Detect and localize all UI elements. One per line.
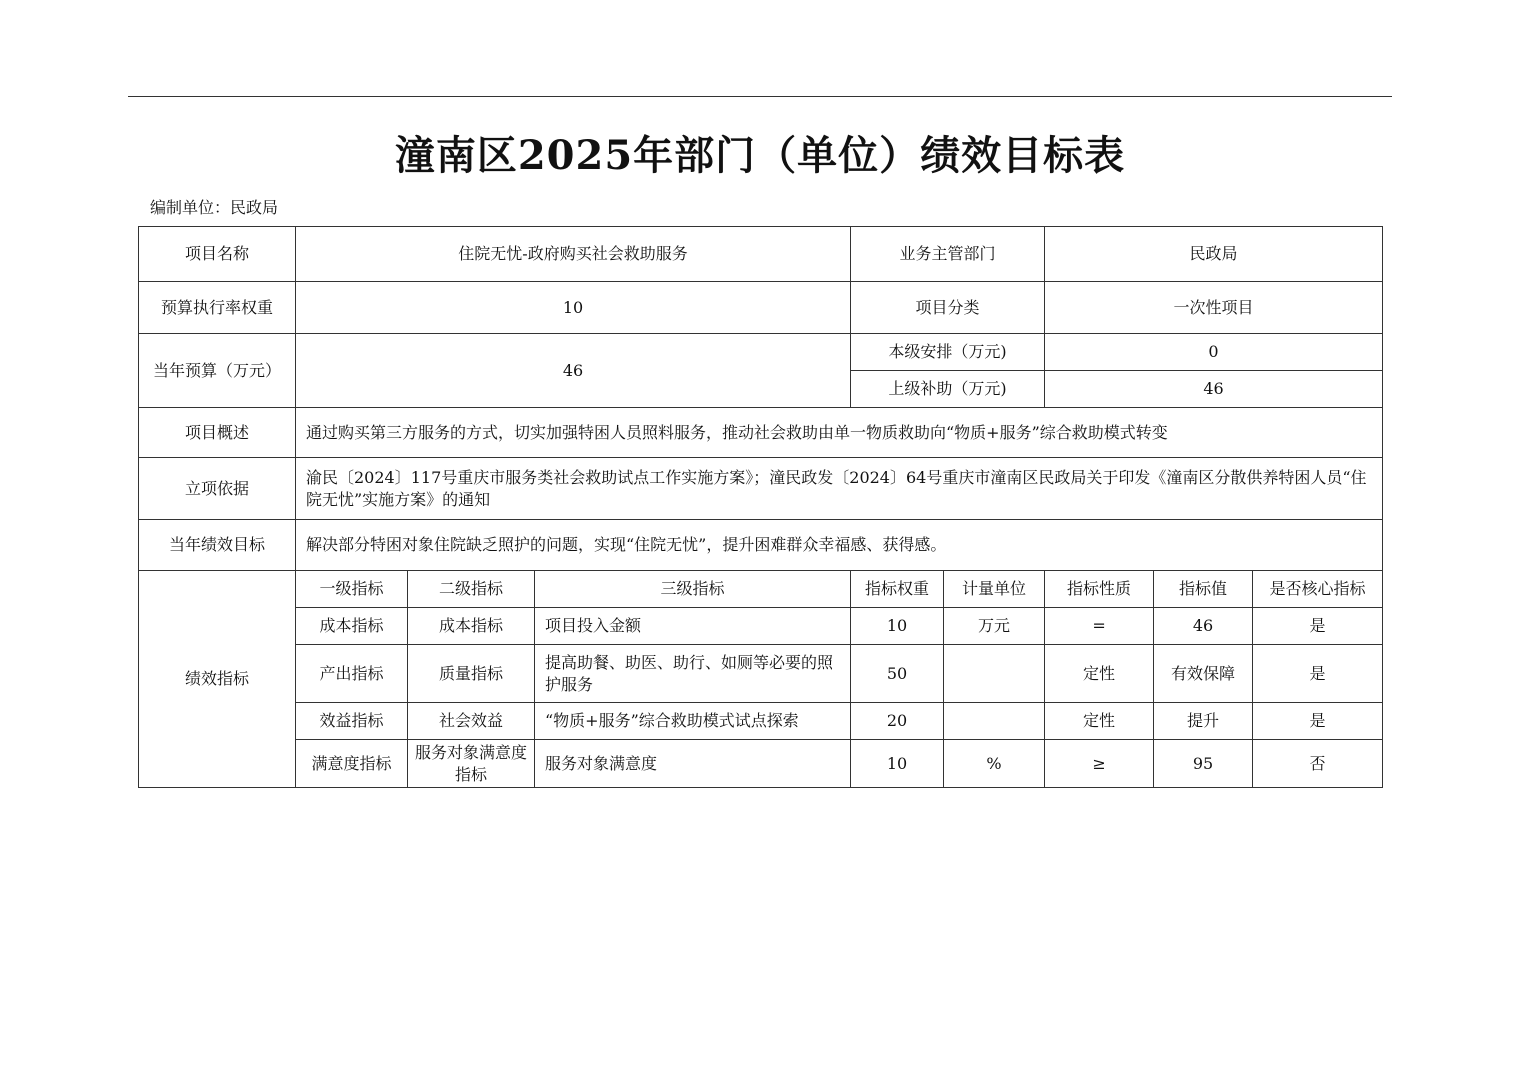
indicator-header-row [139,571,1383,608]
basis-value: 渝民〔2024〕117号重庆市服务类社会救助试点工作实施方案》；潼民政发〔2024〕64号重庆市潼南区民政局关于印发《潼南区分散供养特困人员“住院无忧”实施方案》的通知 [296,458,1383,520]
indicator-unit [944,645,1045,703]
indicator-nature: 定性 [1045,703,1154,740]
indicator-value: 46 [1154,608,1253,645]
budget-label: 当年预算（万元） [139,334,296,408]
indicator-level2: 质量指标 [408,645,535,703]
summary-value: 通过购买第三方服务的方式，切实加强特困人员照料服务，推动社会救助由单一物质救助向“物质+服务”综合救助模式转变 [296,408,1383,458]
header-rule [128,96,1392,97]
indicator-weight: 10 [851,740,944,788]
row-goal [139,520,1383,571]
indicator-row [139,645,1383,703]
document-title: 潼南区2025年部门（单位）绩效目标表 [394,132,1126,179]
header-core: 是否核心指标 [1253,571,1383,608]
category-value: 一次性项目 [1045,282,1383,334]
indicator-level2: 服务对象满意度指标 [408,740,535,788]
local-label: 本级安排（万元) [851,334,1045,371]
indicator-level3: “物质+服务”综合救助模式试点探索 [535,703,851,740]
budget-value: 46 [296,334,851,408]
row-budget-local [139,334,1383,371]
category-label: 项目分类 [851,282,1045,334]
row-project-name [139,227,1383,282]
indicator-nature: = [1045,608,1154,645]
indicator-level2: 成本指标 [408,608,535,645]
indicator-value: 95 [1154,740,1253,788]
indicator-level3: 服务对象满意度 [535,740,851,788]
header-level3: 三级指标 [535,571,851,608]
indicator-core: 是 [1253,703,1383,740]
dept-label: 业务主管部门 [851,227,1045,282]
indicator-level3: 提高助餐、助医、助行、如厕等必要的照护服务 [535,645,851,703]
summary-label: 项目概述 [139,408,296,458]
indicator-nature: ≥ [1045,740,1154,788]
indicator-level3: 项目投入金额 [535,608,851,645]
subsidy-value: 46 [1045,371,1383,408]
indicator-row [139,703,1383,740]
local-value: 0 [1045,334,1383,371]
weight-label: 预算执行率权重 [139,282,296,334]
indicator-weight: 10 [851,608,944,645]
dept-value: 民政局 [1045,227,1383,282]
indicator-row [139,740,1383,788]
header-value: 指标值 [1154,571,1253,608]
header-level2: 二级指标 [408,571,535,608]
header-nature: 指标性质 [1045,571,1154,608]
indicator-level1: 成本指标 [296,608,408,645]
header-level1: 一级指标 [296,571,408,608]
performance-table [138,226,1383,788]
basis-label: 立项依据 [139,458,296,520]
indicator-unit: 万元 [944,608,1045,645]
indicator-unit: % [944,740,1045,788]
project-name-value: 住院无忧-政府购买社会救助服务 [296,227,851,282]
header-unit: 计量单位 [944,571,1045,608]
weight-value: 10 [296,282,851,334]
indicators-section-label: 绩效指标 [139,571,296,788]
indicator-row [139,608,1383,645]
indicator-value: 有效保障 [1154,645,1253,703]
row-budget-weight [139,282,1383,334]
indicator-core: 否 [1253,740,1383,788]
indicator-value: 提升 [1154,703,1253,740]
indicator-level1: 满意度指标 [296,740,408,788]
indicator-level1: 产出指标 [296,645,408,703]
indicator-level2: 社会效益 [408,703,535,740]
indicator-level1: 效益指标 [296,703,408,740]
indicator-weight: 50 [851,645,944,703]
indicator-nature: 定性 [1045,645,1154,703]
header-weight: 指标权重 [851,571,944,608]
row-basis [139,458,1383,520]
indicator-unit [944,703,1045,740]
row-summary [139,408,1383,458]
subsidy-label: 上级补助（万元) [851,371,1045,408]
indicator-core: 是 [1253,608,1383,645]
indicator-core: 是 [1253,645,1383,703]
goal-label: 当年绩效目标 [139,520,296,571]
compiler-unit: 编制单位：民政局 [150,198,279,217]
goal-value: 解决部分特困对象住院缺乏照护的问题，实现“住院无忧”，提升困难群众幸福感、获得感。 [296,520,1383,571]
project-name-label: 项目名称 [139,227,296,282]
indicator-weight: 20 [851,703,944,740]
